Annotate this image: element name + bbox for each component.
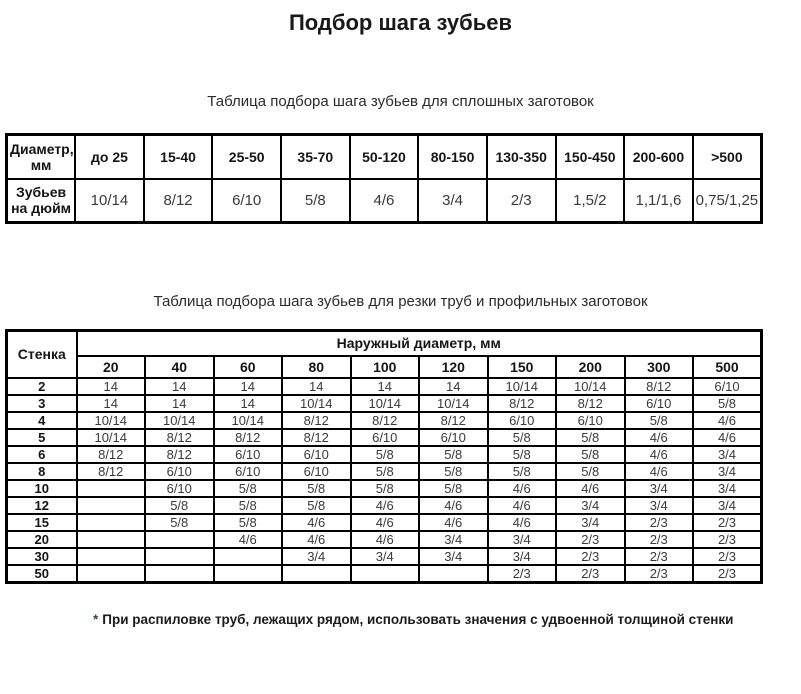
pitch-value-cell: 8/12 (77, 446, 146, 463)
pipe-table-body (7, 378, 762, 583)
outer-diameter-header: 500 (693, 356, 762, 378)
wall-thickness-cell: 8 (7, 463, 77, 480)
outer-diameter-header: 80 (282, 356, 351, 378)
pitch-value-cell: 5/8 (556, 429, 625, 446)
pitch-value-cell: 3/4 (419, 531, 488, 548)
pitch-value-cell: 8/12 (145, 429, 214, 446)
pitch-value-cell: 4/6 (351, 497, 420, 514)
pitch-value-cell: 3/4 (351, 548, 420, 565)
pitch-value-cell: 4/6 (556, 480, 625, 497)
pitch-value-cell: 4/6 (488, 514, 557, 531)
pipe-table-group-row (7, 331, 762, 356)
pitch-value-cell: 5/8 (419, 446, 488, 463)
pitch-value-cell: 2/3 (693, 565, 762, 583)
pitch-value-cell: 3/4 (625, 497, 694, 514)
pitch-value-cell (419, 565, 488, 583)
pitch-value-cell: 4/6 (625, 429, 694, 446)
solid-table-header-row (7, 135, 762, 179)
tpi-value-cell: 6/10 (212, 179, 281, 223)
pitch-value-cell: 5/8 (556, 446, 625, 463)
pitch-value-cell: 8/12 (625, 378, 694, 395)
pitch-value-cell: 3/4 (625, 480, 694, 497)
wall-thickness-cell: 3 (7, 395, 77, 412)
tpi-value-cell: 4/6 (350, 179, 419, 223)
pitch-value-cell: 2/3 (693, 531, 762, 548)
pitch-value-cell: 5/8 (625, 412, 694, 429)
pitch-value-cell: 10/14 (488, 378, 557, 395)
pitch-value-cell: 2/3 (556, 565, 625, 583)
pitch-value-cell: 3/4 (556, 514, 625, 531)
pipe-table-diameter-row (7, 356, 762, 378)
pipe-table-row (7, 446, 762, 463)
pitch-value-cell: 5/8 (351, 480, 420, 497)
pitch-value-cell: 5/8 (214, 480, 283, 497)
pitch-value-cell: 4/6 (214, 531, 283, 548)
pitch-value-cell: 3/4 (419, 548, 488, 565)
pitch-value-cell: 5/8 (556, 463, 625, 480)
outer-diameter-header: 120 (419, 356, 488, 378)
pitch-value-cell (145, 548, 214, 565)
pitch-value-cell: 4/6 (282, 531, 351, 548)
diameter-range-header: >500 (693, 135, 762, 179)
footnote-asterisk: * (93, 611, 99, 627)
pitch-value-cell: 5/8 (351, 463, 420, 480)
diameter-range-header: 130-350 (487, 135, 556, 179)
wall-thickness-cell: 5 (7, 429, 77, 446)
wall-thickness-cell: 2 (7, 378, 77, 395)
diameter-row-header: Диаметр, мм (7, 135, 76, 179)
pitch-value-cell: 8/12 (145, 446, 214, 463)
pitch-value-cell (77, 497, 146, 514)
solid-workpiece-table (5, 133, 763, 224)
pitch-value-cell: 3/4 (488, 531, 557, 548)
wall-thickness-cell: 12 (7, 497, 77, 514)
pipe-table-row (7, 531, 762, 548)
tpi-value-cell: 3/4 (418, 179, 487, 223)
pipe-table-caption: Таблица подбора шага зубьев для резки труб и профильных заготовок (153, 293, 648, 310)
pitch-value-cell: 6/10 (214, 463, 283, 480)
pitch-value-cell: 10/14 (351, 395, 420, 412)
diameter-range-header: 200-600 (624, 135, 693, 179)
pitch-value-cell (145, 565, 214, 583)
wall-thickness-cell: 50 (7, 565, 77, 583)
tpi-value-cell: 1,5/2 (556, 179, 625, 223)
pitch-value-cell: 8/12 (556, 395, 625, 412)
pitch-value-cell (214, 565, 283, 583)
wall-thickness-header: Стенка (7, 331, 77, 378)
pitch-value-cell: 4/6 (625, 463, 694, 480)
pitch-value-cell: 2/3 (556, 531, 625, 548)
pitch-value-cell: 6/10 (145, 480, 214, 497)
diameter-range-header: 25-50 (212, 135, 281, 179)
pitch-value-cell: 5/8 (419, 463, 488, 480)
wall-thickness-cell: 30 (7, 548, 77, 565)
diameter-range-header: 80-150 (418, 135, 487, 179)
pitch-value-cell: 2/3 (488, 565, 557, 583)
pipe-table-row (7, 497, 762, 514)
pitch-value-cell (77, 531, 146, 548)
tpi-value-cell: 2/3 (487, 179, 556, 223)
diameter-range-header: 150-450 (556, 135, 625, 179)
tpi-value-cell: 10/14 (75, 179, 144, 223)
pitch-value-cell: 5/8 (351, 446, 420, 463)
wall-thickness-cell: 10 (7, 480, 77, 497)
outer-diameter-header: 150 (488, 356, 557, 378)
pitch-value-cell: 2/3 (693, 514, 762, 531)
pitch-value-cell: 8/12 (351, 412, 420, 429)
footnote-text: При распиловке труб, лежащих рядом, использовать значения с удвоенной толщиной стенки (102, 611, 734, 627)
outer-diameter-header: 200 (556, 356, 625, 378)
pipe-table-row (7, 565, 762, 583)
pitch-value-cell: 4/6 (488, 497, 557, 514)
pitch-value-cell: 6/10 (625, 395, 694, 412)
pitch-value-cell (214, 548, 283, 565)
pitch-value-cell: 4/6 (693, 412, 762, 429)
pitch-value-cell: 4/6 (351, 514, 420, 531)
pitch-value-cell: 5/8 (214, 514, 283, 531)
solid-table-caption: Таблица подбора шага зубьев для сплошных заготовок (207, 93, 594, 110)
pitch-value-cell: 4/6 (488, 480, 557, 497)
pitch-value-cell: 2/3 (693, 548, 762, 565)
wall-thickness-cell: 15 (7, 514, 77, 531)
pitch-value-cell: 2/3 (625, 514, 694, 531)
pitch-value-cell: 4/6 (693, 429, 762, 446)
pitch-value-cell: 6/10 (282, 463, 351, 480)
pipe-table-row (7, 429, 762, 446)
pitch-value-cell: 4/6 (419, 497, 488, 514)
pitch-value-cell: 2/3 (625, 548, 694, 565)
pipe-table-row (7, 548, 762, 565)
pitch-value-cell: 4/6 (351, 531, 420, 548)
pitch-value-cell: 14 (214, 395, 283, 412)
pitch-value-cell: 5/8 (488, 446, 557, 463)
pitch-value-cell: 5/8 (419, 480, 488, 497)
pitch-value-cell: 3/4 (282, 548, 351, 565)
wall-thickness-cell: 4 (7, 412, 77, 429)
pitch-value-cell (145, 531, 214, 548)
outer-diameter-header: 20 (77, 356, 146, 378)
pitch-value-cell: 2/3 (625, 565, 694, 583)
pipe-table-row (7, 378, 762, 395)
pitch-value-cell: 10/14 (214, 412, 283, 429)
pitch-value-cell: 6/10 (351, 429, 420, 446)
pitch-value-cell: 6/10 (214, 446, 283, 463)
tpi-value-cell: 1,1/1,6 (624, 179, 693, 223)
pitch-value-cell: 14 (419, 378, 488, 395)
tpi-value-cell: 0,75/1,25 (693, 179, 762, 223)
pitch-value-cell: 5/8 (145, 497, 214, 514)
tpi-value-cell: 5/8 (281, 179, 350, 223)
outer-diameter-header: 100 (351, 356, 420, 378)
footnote (93, 612, 801, 627)
pitch-value-cell: 5/8 (488, 429, 557, 446)
pitch-value-cell: 5/8 (214, 497, 283, 514)
page-title: Подбор шага зубьев (288, 10, 513, 35)
pitch-value-cell: 14 (351, 378, 420, 395)
pipe-table-row (7, 480, 762, 497)
pitch-value-cell (77, 548, 146, 565)
pitch-value-cell: 10/14 (77, 412, 146, 429)
outer-diameter-header: 60 (214, 356, 283, 378)
tpi-value-cell: 8/12 (144, 179, 213, 223)
pitch-value-cell: 3/4 (693, 480, 762, 497)
pitch-value-cell: 5/8 (693, 395, 762, 412)
pitch-value-cell: 14 (77, 395, 146, 412)
diameter-range-header: до 25 (75, 135, 144, 179)
pitch-value-cell: 14 (214, 378, 283, 395)
pitch-value-cell (351, 565, 420, 583)
pitch-value-cell: 8/12 (419, 412, 488, 429)
pitch-value-cell: 8/12 (282, 429, 351, 446)
pitch-value-cell: 5/8 (145, 514, 214, 531)
wall-thickness-cell: 20 (7, 531, 77, 548)
pitch-value-cell: 6/10 (693, 378, 762, 395)
pitch-value-cell: 3/4 (488, 548, 557, 565)
outer-diameter-group-header: Наружный диаметр, мм (77, 331, 762, 356)
pitch-value-cell: 3/4 (693, 497, 762, 514)
pitch-value-cell: 2/3 (556, 548, 625, 565)
pitch-value-cell: 3/4 (556, 497, 625, 514)
diameter-range-header: 35-70 (281, 135, 350, 179)
pitch-value-cell: 8/12 (214, 429, 283, 446)
pitch-value-cell: 6/10 (556, 412, 625, 429)
pitch-value-cell: 4/6 (282, 514, 351, 531)
pipe-table-row (7, 514, 762, 531)
diameter-range-header: 50-120 (350, 135, 419, 179)
pipe-table-row (7, 463, 762, 480)
pitch-value-cell: 6/10 (419, 429, 488, 446)
pitch-value-cell: 5/8 (488, 463, 557, 480)
pitch-value-cell (77, 565, 146, 583)
wall-thickness-cell: 6 (7, 446, 77, 463)
pitch-value-cell: 2/3 (625, 531, 694, 548)
pitch-value-cell: 14 (282, 378, 351, 395)
pitch-value-cell: 10/14 (77, 429, 146, 446)
pitch-value-cell: 10/14 (282, 395, 351, 412)
pitch-value-cell (282, 565, 351, 583)
pipe-table-row (7, 395, 762, 412)
diameter-range-header: 15-40 (144, 135, 213, 179)
solid-table-values-row (7, 179, 762, 223)
pitch-value-cell: 10/14 (419, 395, 488, 412)
pitch-value-cell: 8/12 (77, 463, 146, 480)
outer-diameter-header: 300 (625, 356, 694, 378)
pitch-value-cell: 6/10 (488, 412, 557, 429)
pipe-profile-table (5, 329, 763, 584)
pipe-table-row (7, 412, 762, 429)
pitch-value-cell: 4/6 (419, 514, 488, 531)
pitch-value-cell: 4/6 (625, 446, 694, 463)
pitch-value-cell: 14 (77, 378, 146, 395)
pitch-value-cell: 6/10 (145, 463, 214, 480)
outer-diameter-header: 40 (145, 356, 214, 378)
pitch-value-cell: 3/4 (693, 446, 762, 463)
pitch-value-cell: 14 (145, 395, 214, 412)
pitch-value-cell: 8/12 (488, 395, 557, 412)
pitch-value-cell: 8/12 (282, 412, 351, 429)
pitch-value-cell: 5/8 (282, 480, 351, 497)
pitch-value-cell: 14 (145, 378, 214, 395)
pitch-value-cell (77, 480, 146, 497)
pitch-value-cell: 3/4 (693, 463, 762, 480)
pitch-value-cell (77, 514, 146, 531)
pitch-value-cell: 10/14 (145, 412, 214, 429)
pitch-value-cell: 5/8 (282, 497, 351, 514)
document-page (0, 9, 801, 694)
pitch-value-cell: 6/10 (282, 446, 351, 463)
pitch-value-cell: 10/14 (556, 378, 625, 395)
tpi-row-header: Зубьев на дюйм (7, 179, 76, 223)
